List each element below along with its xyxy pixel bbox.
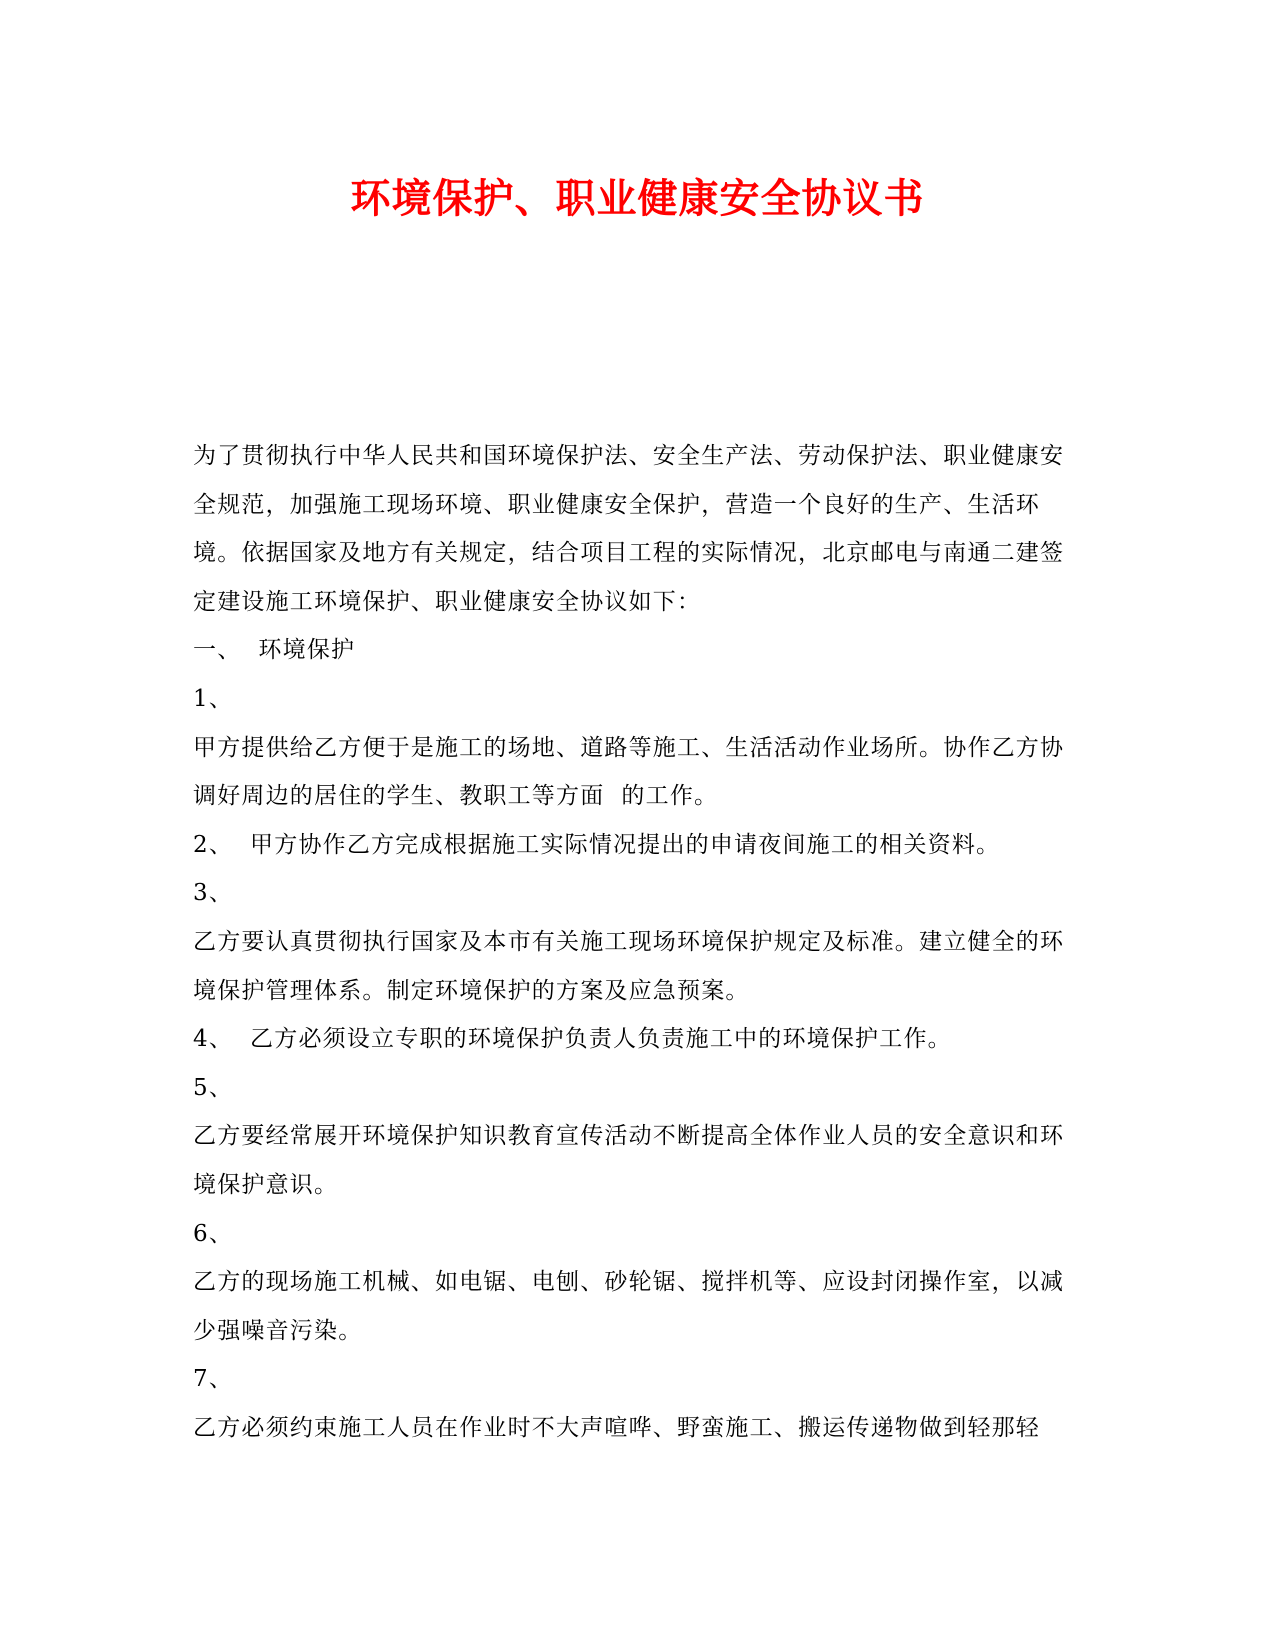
clause-text-1: 甲方提供给乙方便于是施工的场地、道路等施工、生活活动作业场所。协作乙方协调好周边的居住的学生、教职工等方面 的工作。 — [193, 734, 1065, 810]
clause-number-6: 6、 — [193, 1220, 234, 1247]
clause-number-5: 5、 — [193, 1074, 234, 1101]
document-title: 环境保护、职业健康安全协议书 — [350, 175, 925, 222]
clause-4: 4、 乙方必须设立专职的环境保护负责人负责施工中的环境保护工作。 — [193, 1026, 952, 1053]
clause-number-1: 1、 — [193, 685, 234, 712]
clause-number-7: 7、 — [193, 1366, 234, 1393]
document-body — [193, 432, 1073, 1452]
clause-number-3: 3、 — [193, 880, 234, 907]
clause-text-7: 乙方必须约束施工人员在作业时不大声喧哗、野蛮施工、搬运传递物做到轻那轻 — [193, 1414, 1040, 1441]
clause-text-5: 乙方要经常展开环境保护知识教育宣传活动不断提高全体作业人员的安全意识和环境保护意识。 — [193, 1123, 1065, 1198]
intro-paragraph: 为了贯彻执行中华人民共和国环境保护法、安全生产法、劳动保护法、职业健康安全规范，加强施工现场环境、职业健康安全保护，营造一个良好的生产、生活环境。依据国家及地方有关规定，结合项目工程的实际情况，北京邮电与南通二建签定建设施工环境保护、职业健康安全协议如下： — [193, 443, 1065, 615]
clause-text-3: 乙方要认真贯彻执行国家及本市有关施工现场环境保护规定及标准。建立健全的环境保护管理体系。制定环境保护的方案及应急预案。 — [193, 928, 1065, 1004]
section-heading-environment: 一、 环境保护 — [193, 637, 356, 664]
clause-text-6: 乙方的现场施工机械、如电锯、电刨、砂轮锯、搅拌机等、应设封闭操作室，以减少强噪音污染。 — [193, 1269, 1065, 1344]
clause-2: 2、 甲方协作乙方完成根据施工实际情况提出的申请夜间施工的相关资料。 — [193, 831, 1001, 858]
